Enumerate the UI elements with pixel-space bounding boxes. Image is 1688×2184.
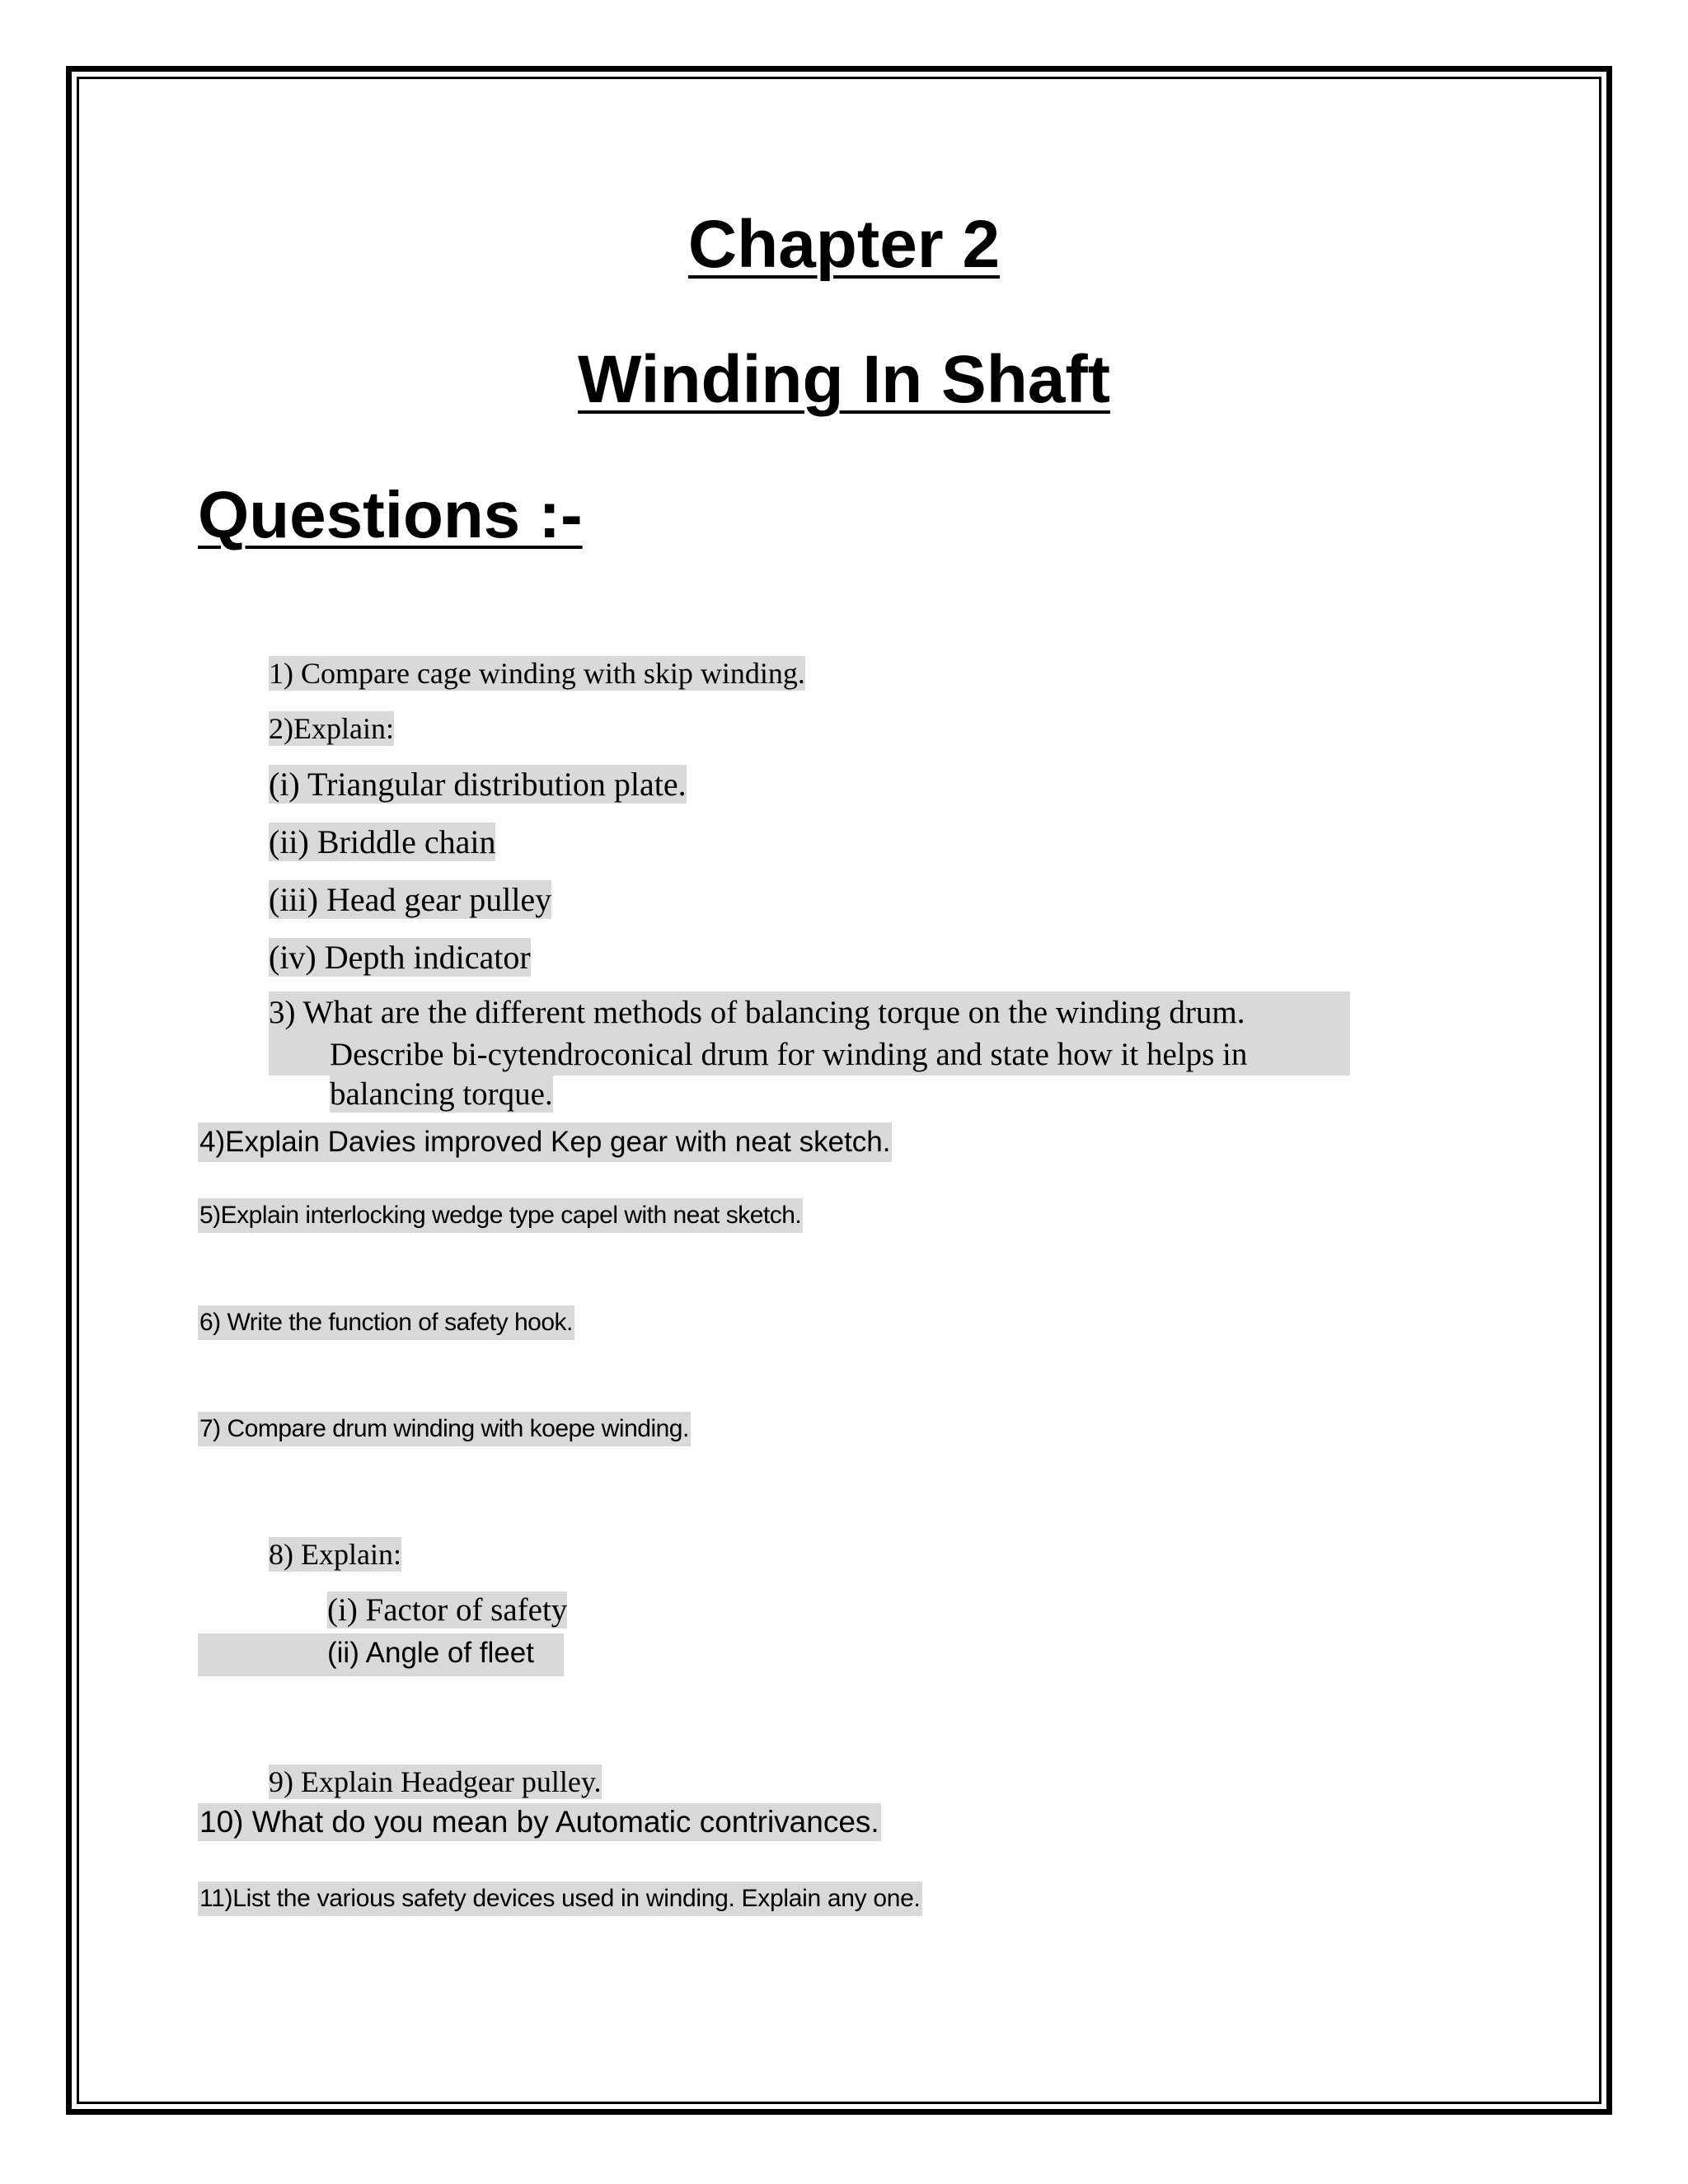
question-8: 8) Explain: [269, 1538, 401, 1571]
question-11: 11)List the various safety devices used in winding. Explain any one. [198, 1882, 922, 1916]
question-6: 6) Write the function of safety hook. [198, 1305, 574, 1340]
question-1: 1) Compare cage winding with skip winding. [269, 657, 805, 690]
question-4: 4)Explain Davies improved Kep gear with neat sketch. [198, 1122, 892, 1162]
question-2-ii: (ii) Briddle chain [269, 823, 496, 860]
question-9: 9) Explain Headgear pulley. [269, 1765, 602, 1798]
question-3 [269, 991, 1350, 1076]
question-8-ii: (ii) Angle of fleet [327, 1637, 534, 1669]
topic-title: Winding In Shaft [577, 342, 1111, 417]
question-10: 10) What do you mean by Automatic contrivances. [198, 1803, 881, 1841]
question-3-line-2: Describe bi-cytendroconical drum for winding and state how it helps in [330, 1037, 1248, 1072]
question-2-i: (i) Triangular distribution plate. [269, 766, 687, 803]
question-5: 5)Explain interlocking wedge type capel with neat sketch. [198, 1198, 803, 1233]
question-2: 2)Explain: [269, 712, 394, 745]
question-2-iii: (iii) Head gear pulley [269, 881, 552, 918]
question-3-line-1: 3) What are the different methods of balancing torque on the winding drum. [269, 995, 1245, 1030]
chapter-title: Chapter 2 [687, 207, 1001, 282]
question-7: 7) Compare drum winding with koepe winding. [198, 1412, 691, 1446]
question-2-iv: (iv) Depth indicator [269, 939, 531, 976]
question-3-line-3: balancing torque. [330, 1076, 553, 1112]
question-8-i: (i) Factor of safety [327, 1592, 568, 1628]
questions-heading: Questions :- [198, 478, 583, 551]
